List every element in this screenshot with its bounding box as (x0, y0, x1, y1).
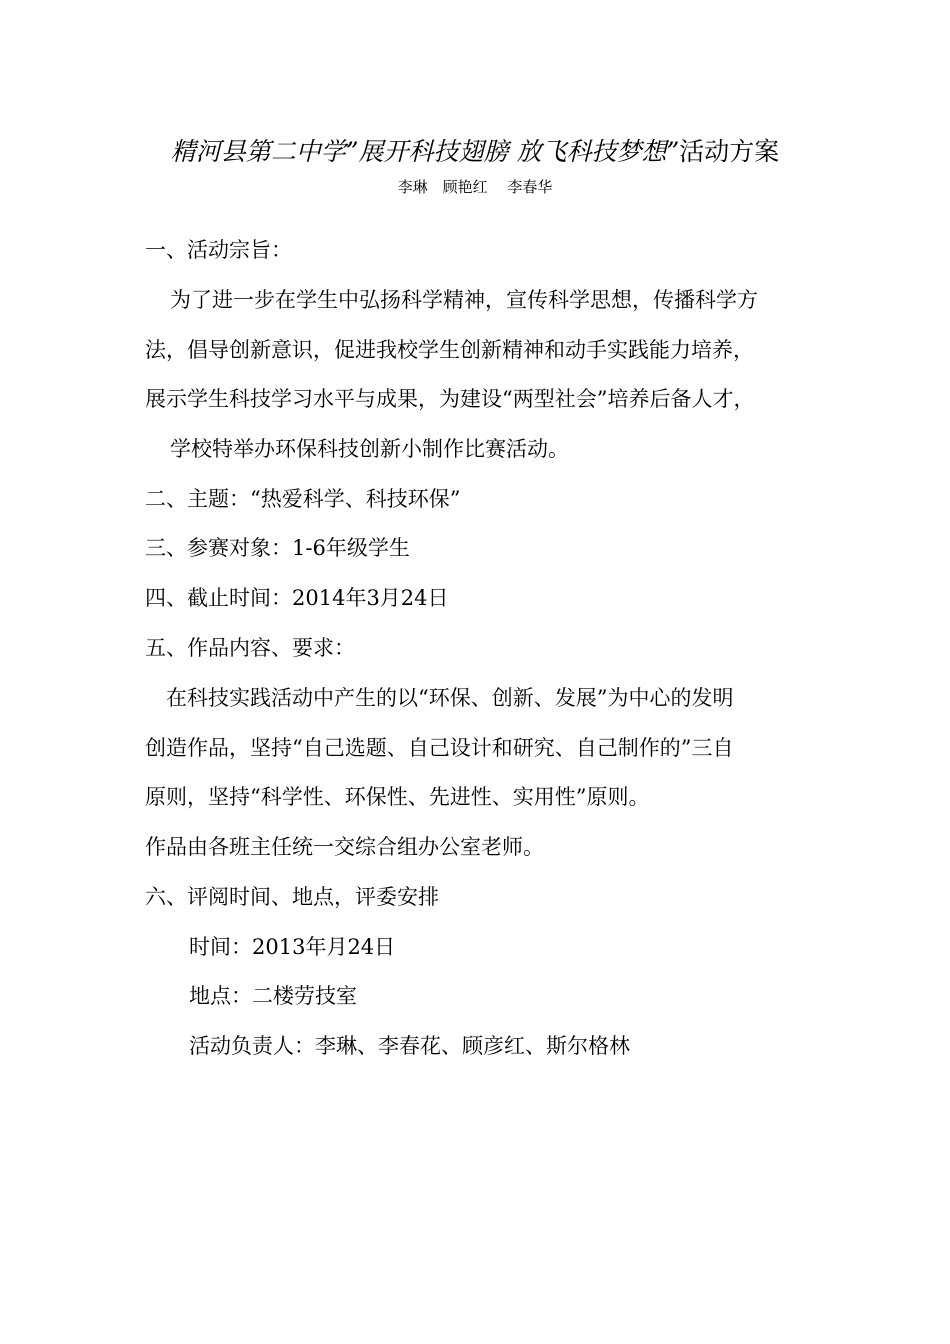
paragraph-line: 作品由各班主任统一交综合组办公室老师。 (145, 835, 544, 859)
review-location: 地点：二楼劳技室 (189, 984, 357, 1008)
section-heading-deadline: 四、截止时间：2014年3月24日 (145, 586, 449, 610)
review-time: 时间：2013年月24日 (189, 935, 396, 959)
paragraph-line: 原则，坚持“科学性、环保性、先进性、实用性”原则。 (145, 785, 650, 809)
paragraph-line: 在科技实践活动中产生的以“环保、创新、发展”为中心的发明 (166, 686, 734, 710)
section-heading-review: 六、评阅时间、地点，评委安排 (145, 885, 439, 909)
section-heading-purpose: 一、活动宗旨： (145, 238, 292, 262)
section-heading-theme: 二、主题：“热爱科学、科技环保” (145, 487, 461, 511)
paragraph-line: 展示学生科技学习水平与成果，为建设“两型社会”培养后备人才， (145, 387, 755, 411)
section-heading-participants: 三、参赛对象：1-6年级学生 (145, 536, 410, 560)
review-personnel: 活动负责人：李琳、李春花、顾彦红、斯尔格林 (189, 1034, 630, 1058)
paragraph-line: 学校特举办环保科技创新小制作比赛活动。 (170, 437, 569, 461)
title-suffix: 活动方案 (679, 137, 780, 166)
paragraph-line: 为了进一步在学生中弘扬科学精神，宣传科学思想，传播科学方 (170, 288, 758, 312)
document-title (0, 134, 950, 170)
paragraph-line: 法，倡导创新意识，促进我校学生创新精神和动手实践能力培养， (145, 338, 754, 362)
section-heading-requirements: 五、作品内容、要求： (145, 636, 355, 660)
paragraph-line: 创造作品，坚持“自己选题、自己设计和研究、自己制作的”三自 (145, 736, 734, 760)
title-main: 精河县第二中学”展开科技翅膀 放飞科技梦想” (170, 137, 680, 166)
authors-line: 李琳 顾艳红 李春华 (397, 178, 553, 196)
